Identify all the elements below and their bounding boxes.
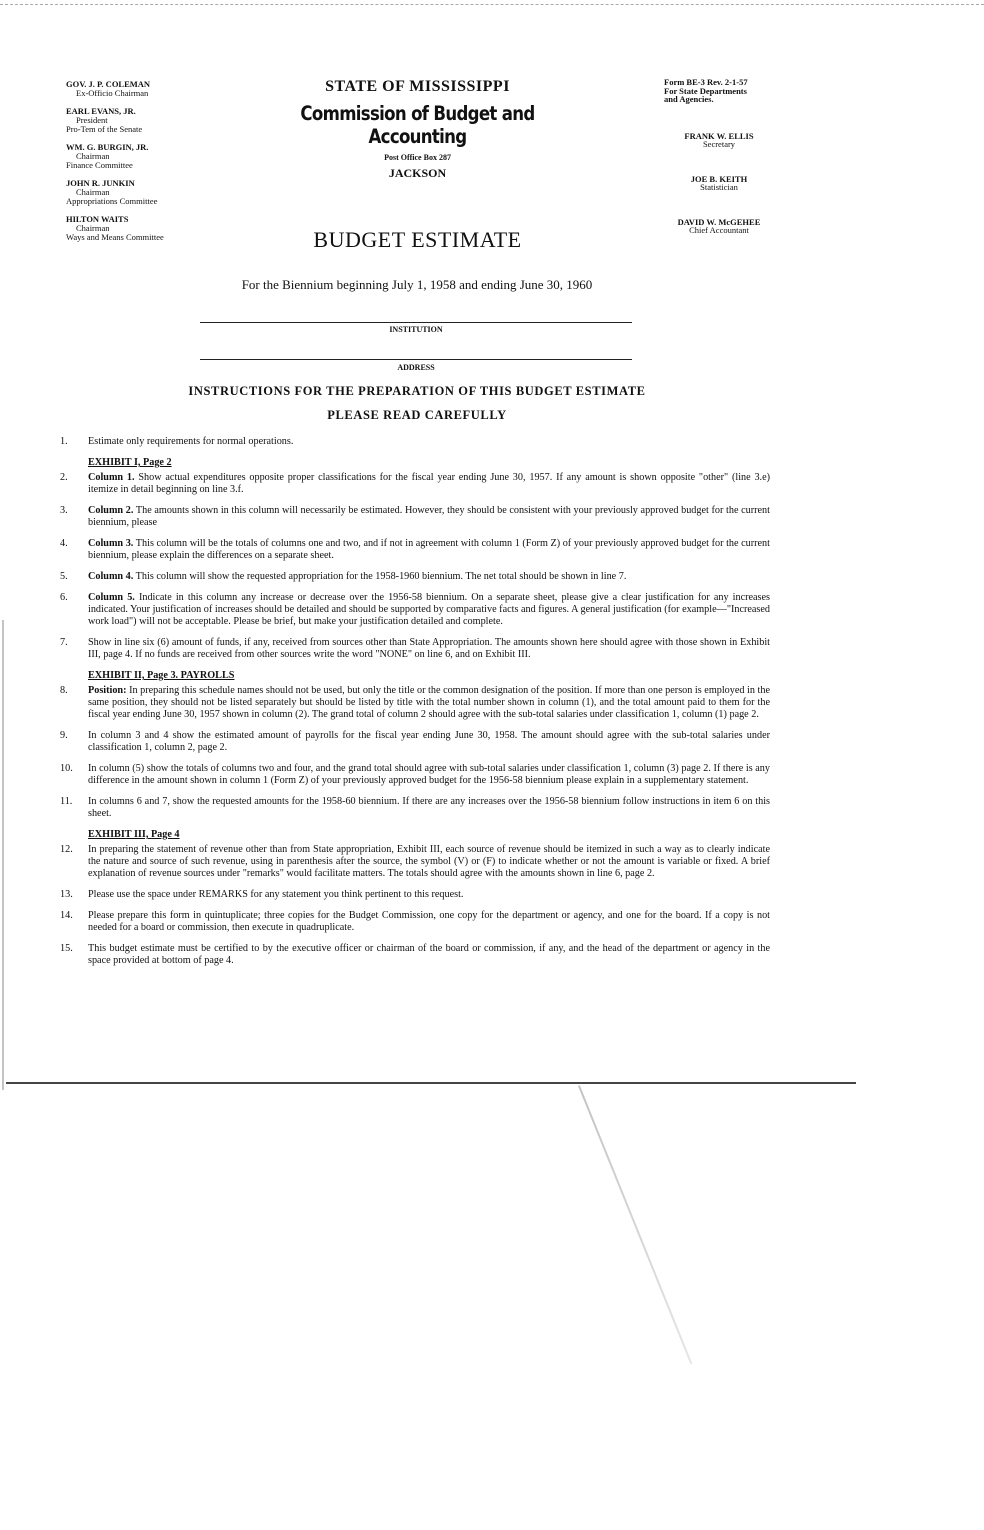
item-body: Show in line six (6) amount of funds, if any, received from sources other than State Appropriation. The amounts shown here should agree with those shown in Exhibit III, page 4. If no funds are received from other sources write the word "NONE" on line 6, and on Exhibit III. bbox=[88, 637, 770, 660]
instruction-item bbox=[56, 571, 770, 583]
item-lead: Column 2. bbox=[88, 505, 134, 516]
member-role: Chairman bbox=[76, 223, 110, 233]
officer bbox=[664, 175, 774, 192]
member bbox=[66, 215, 266, 242]
instruction-item bbox=[56, 436, 770, 448]
page-bottom-edge bbox=[6, 1082, 856, 1084]
form-scope: For State Departments bbox=[664, 85, 747, 96]
document-title: BUDGET ESTIMATE bbox=[313, 227, 522, 252]
item-body: This column will show the requested appropriation for the 1958-1960 biennium. The net total should be shown in line 7. bbox=[135, 571, 627, 582]
item-body: Please use the space under REMARKS for any statement you think pertinent to this request. bbox=[88, 889, 464, 900]
member-role: Pro-Tem of the Senate bbox=[66, 124, 143, 134]
form-number: Form BE-3 Rev. 2-1-57 bbox=[664, 77, 748, 87]
item-number: 14. bbox=[60, 910, 73, 921]
item-number: 3. bbox=[60, 505, 68, 516]
officer-title: Secretary bbox=[702, 139, 736, 149]
item-body: Indicate in this column any increase or decrease over the 1956-58 biennium. On a separate sheet, please give a clear justification for any increases indicated. Your justification of increases should be detailed and should be supported by comparative facts and figures. A general justification (for example—"Increased work load") will not be acceptable. Please be brief, but make your justification detailed and complete. bbox=[88, 592, 771, 627]
officer-name: JOE B. KEITH bbox=[690, 173, 748, 184]
institution-field[interactable] bbox=[200, 322, 632, 323]
biennium-statement: For the Biennium beginning July 1, 1958 and ending June 30, 1960 bbox=[241, 277, 593, 292]
member bbox=[66, 179, 266, 206]
item-text bbox=[88, 844, 770, 880]
item-lead: Column 1. bbox=[88, 472, 135, 483]
instruction-item bbox=[56, 889, 770, 901]
officer-title: Chief Accountant bbox=[689, 225, 749, 235]
instruction-list bbox=[56, 436, 770, 976]
item-body: In column (5) show the totals of columns two and four, and the grand total should agree with sub-total salaries under classification 1, column (3) page 2. If there is any difference in the amount shown in column 1 (Form Z) of your previously approved budget for the 1956-58 biennium please explain in a supplementary statement. bbox=[88, 763, 770, 786]
item-text bbox=[88, 505, 770, 529]
item-body: This budget estimate must be certified to by the executive officer or chairman of the board or commission, if any, and the head of the department or agency in the space provided at bottom of page 4. bbox=[88, 943, 770, 966]
item-text bbox=[88, 538, 770, 562]
item-number: 11. bbox=[60, 796, 73, 807]
form-reference bbox=[664, 78, 824, 104]
paper-crease bbox=[578, 1085, 692, 1364]
member-role: Chairman bbox=[76, 187, 110, 197]
item-text bbox=[88, 472, 770, 496]
letterhead bbox=[250, 78, 585, 253]
member-role: Ex-Officio Chairman bbox=[76, 88, 149, 98]
item-body: This column will be the totals of columns one and two, and if not in agreement with column 1 (Form Z) of your previously approved budget for the current biennium, please explain the differences on a separate sheet. bbox=[88, 538, 770, 561]
exhibit-heading: EXHIBIT III, Page 4 bbox=[88, 829, 180, 840]
item-text bbox=[88, 889, 770, 901]
instruction-item bbox=[56, 538, 770, 562]
item-number: 1. bbox=[60, 436, 68, 447]
item-body: Please prepare this form in quintuplicate; three copies for the Budget Commission, one copy for the department or agency, and one for the board. If a copy is not needed for a board or commission, then execute in quadruplicate. bbox=[88, 910, 770, 933]
institution-label: INSTITUTION bbox=[389, 325, 443, 334]
instruction-item bbox=[56, 943, 770, 967]
item-text bbox=[88, 592, 770, 628]
officer-name: FRANK W. ELLIS bbox=[684, 130, 754, 141]
member-role: Finance Committee bbox=[66, 160, 133, 170]
officer-title: Statistician bbox=[700, 182, 738, 192]
instruction-item bbox=[56, 472, 770, 496]
item-text bbox=[88, 637, 770, 661]
item-body: In column 3 and 4 show the estimated amount of payrolls for the fiscal year ending June 30, 1958. The amount should agree with the sub-total salaries under classification 1, column 2, page 2. bbox=[88, 730, 770, 753]
item-text bbox=[88, 910, 770, 934]
state-name: STATE OF MISSISSIPPI bbox=[325, 78, 510, 95]
member-role: President bbox=[76, 115, 108, 125]
instruction-item bbox=[56, 844, 770, 880]
member-role: Chairman bbox=[76, 151, 110, 161]
item-body: In preparing the statement of revenue other than from State appropriation, Exhibit III, each source of revenue should be itemized in such a way as to clearly indicate the nature and source of such revenue, using in parenthesis after the source, the symbol (V) or (F) to indicate whether or not the amount is variable or fixed. A brief explanation of revenue sources under "remarks" would facilitate matters. The totals should agree with the amounts shown in line 6, page 2. bbox=[88, 844, 770, 879]
item-number: 10. bbox=[60, 763, 73, 774]
item-number: 9. bbox=[60, 730, 68, 741]
item-lead: Column 4. bbox=[88, 571, 134, 582]
item-number: 13. bbox=[60, 889, 73, 900]
address-field[interactable] bbox=[200, 359, 632, 360]
instruction-item bbox=[56, 592, 770, 628]
item-text bbox=[88, 571, 770, 583]
exhibit-heading: EXHIBIT I, Page 2 bbox=[88, 457, 172, 468]
item-text bbox=[88, 730, 770, 754]
please-read-heading: PLEASE READ CAREFULLY bbox=[327, 408, 507, 422]
item-number: 6. bbox=[60, 592, 68, 603]
item-body: Show actual expenditures opposite proper classifications for the fiscal year ending June 30, 1957. If any amount is shown opposite "other" (line 3.e) itemize in detail beginning on line 3.f. bbox=[88, 472, 771, 495]
item-number: 5. bbox=[60, 571, 68, 582]
member bbox=[66, 107, 266, 134]
scan-edge-left bbox=[2, 620, 4, 1090]
member-name: GOV. J. P. COLEMAN bbox=[66, 79, 151, 89]
item-text bbox=[88, 943, 770, 967]
item-number: 2. bbox=[60, 472, 68, 483]
member-name: WM. G. BURGIN, JR. bbox=[66, 142, 149, 152]
item-body: In columns 6 and 7, show the requested amounts for the 1958-60 biennium. If there are any increases over the 1956-58 biennium follow instructions in item 6 on this sheet. bbox=[88, 796, 770, 819]
member bbox=[66, 80, 266, 98]
instruction-item bbox=[56, 685, 770, 721]
member-role: Ways and Means Committee bbox=[66, 232, 164, 242]
address-label: ADDRESS bbox=[397, 363, 435, 372]
scan-edge-top bbox=[0, 4, 984, 5]
instruction-item bbox=[56, 730, 770, 754]
city: JACKSON bbox=[388, 166, 447, 180]
instruction-item bbox=[56, 796, 770, 820]
item-body: In preparing this schedule names should not be used, but only the title or the common designation of the position. If more than one person is employed in the same position, they should not be listed separately but should be listed by title with the total number shown in column (1), and the total amount paid to them for the fiscal year ending June 30, 1957 shown in column (2). The grand total of column 2 should agree with the sub-total salaries under classification 1, column (1) page 2. bbox=[88, 685, 771, 720]
item-body: Estimate only requirements for normal operations. bbox=[88, 436, 294, 447]
member-role: Appropriations Committee bbox=[66, 196, 158, 206]
item-number: 12. bbox=[60, 844, 73, 855]
item-lead: Column 5. bbox=[88, 592, 135, 603]
officers-block bbox=[664, 78, 824, 261]
officer-name: DAVID W. McGEHEE bbox=[677, 216, 761, 227]
commission-members bbox=[66, 80, 266, 251]
commission-name: Commission of Budget and Accounting bbox=[300, 102, 535, 148]
post-office-box: Post Office Box 287 bbox=[384, 153, 451, 162]
instruction-item bbox=[56, 763, 770, 787]
member-name: JOHN R. JUNKIN bbox=[66, 178, 135, 188]
member-name: HILTON WAITS bbox=[66, 214, 129, 224]
item-text bbox=[88, 685, 770, 721]
item-number: 7. bbox=[60, 637, 68, 648]
officer bbox=[664, 132, 774, 149]
member bbox=[66, 143, 266, 170]
item-number: 15. bbox=[60, 943, 73, 954]
item-text bbox=[88, 796, 770, 820]
item-number: 8. bbox=[60, 685, 68, 696]
instruction-item bbox=[56, 910, 770, 934]
item-lead: Column 3. bbox=[88, 538, 134, 549]
member-name: EARL EVANS, JR. bbox=[66, 106, 136, 116]
item-number: 4. bbox=[60, 538, 68, 549]
instructions-title: INSTRUCTIONS FOR THE PREPARATION OF THIS BUDGET ESTIMATE bbox=[188, 384, 646, 398]
instruction-item bbox=[56, 637, 770, 661]
form-scope: and Agencies. bbox=[664, 94, 714, 104]
item-text bbox=[88, 436, 770, 448]
item-text bbox=[88, 763, 770, 787]
officer bbox=[664, 218, 774, 235]
exhibit-heading: EXHIBIT II, Page 3. PAYROLLS bbox=[88, 670, 235, 681]
item-body: The amounts shown in this column will necessarily be estimated. However, they should be consistent with your previously approved budget for the current biennium, please bbox=[88, 505, 770, 528]
item-lead: Position: bbox=[88, 685, 127, 696]
instruction-item bbox=[56, 505, 770, 529]
